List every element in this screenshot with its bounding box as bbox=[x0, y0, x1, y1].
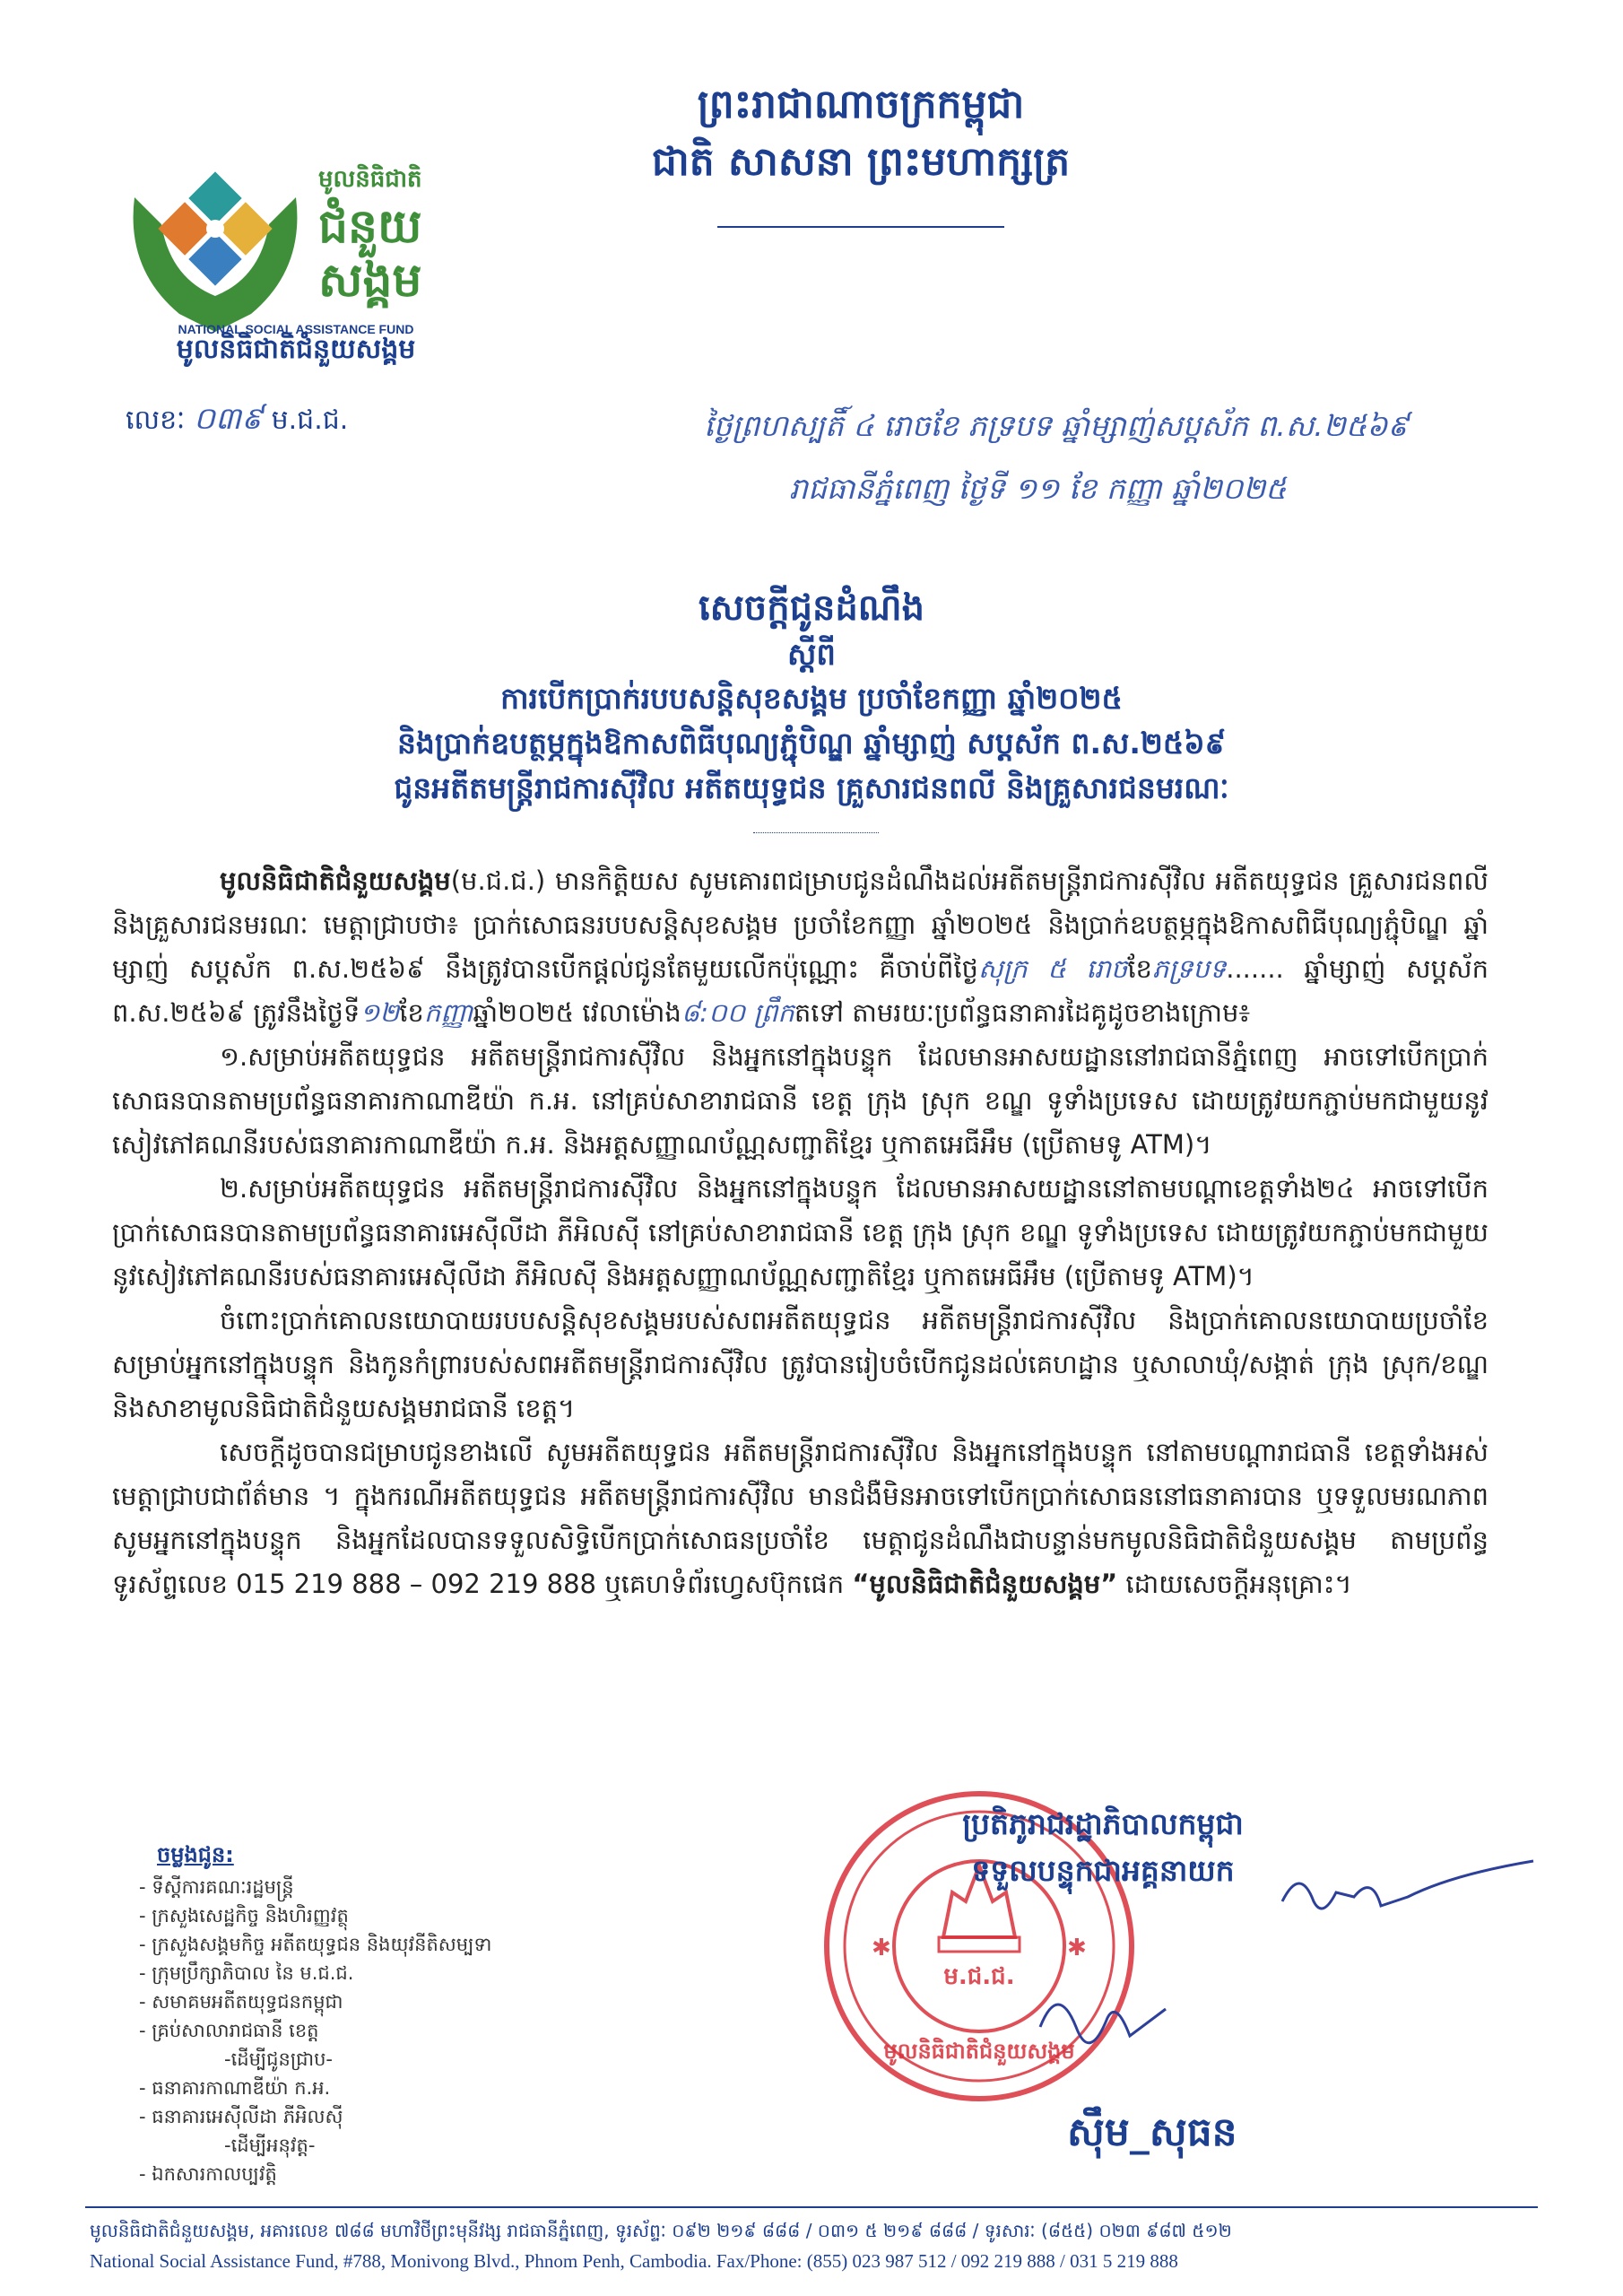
paragraph-1: មូលនិធិជាតិជំនួយសង្គម(ម.ជ.ជ.) មានកិត្តិយស សូមគោរពជម្រាបជូនដំណឹងដល់អតីតមន្ត្រីរាជការស៊ីវិល អតីតយុទ្ធជន គ្រួសារជនពលី និងគ្រួសារជនមរណៈ មេត្តាជ្រាបថា៖ ប្រាក់សោធនរបបសន្តិសុខសង្គម ប្រចាំខែកញ្ញា ឆ្នាំ២០២៥ និងប្រាក់ឧបត្ថម្ភក្នុងឱកាសពិធីបុណ្យភ្ជុំបិណ្ឌ ឆ្នាំម្សាញ់ សប្តស័ក ព.ស.២៥៦៩ នឹងត្រូវបានបើកផ្តល់ជូនតែមួយលើកប៉ុណ្ណោះ គឺចាប់ពីថ្ងៃសុក្រ ៥ រោចខែភទ្របទ....... ឆ្នាំម្សាញ់ សប្តស័ក ព.ស.២៥៦៩ ត្រូវនឹងថ្ងៃទី១២ខែកញ្ញាឆ្នាំ២០២៥ វេលាម៉ោង៨:០០ ព្រឹកតទៅ តាមរយៈប្រព័ន្ធធនាគារដៃគូដូចខាងក្រោម៖ bbox=[112, 865, 1488, 1028]
reference-number bbox=[126, 399, 348, 444]
cc-item-purpose: -ដើម្បីជូនជ្រាប- bbox=[224, 2048, 333, 2070]
kingdom-line-2: ជាតិ សាសនា ព្រះមហាក្សត្រ bbox=[651, 139, 1071, 185]
kingdom-header bbox=[574, 76, 1148, 191]
handwritten-time: ៨:០០ ព្រឹក bbox=[681, 997, 794, 1028]
handwritten-month: ភទ្របទ bbox=[1151, 953, 1227, 984]
document-body bbox=[112, 859, 1488, 1606]
signatory-line-1: ប្រតិភូរាជរដ្ឋាភិបាលកម្ពុជា bbox=[962, 1806, 1244, 1841]
footer bbox=[90, 2215, 1542, 2276]
logo-english-name: NATIONAL SOCIAL ASSISTANCE FUND bbox=[178, 322, 414, 336]
title-divider bbox=[753, 832, 879, 833]
logo-khmer-line-2: ជំនួយ bbox=[318, 200, 422, 254]
cc-item-purpose: -ដើម្បីអនុវត្ត- bbox=[224, 2135, 316, 2156]
cc-title: ចម្លងជូន: bbox=[157, 1842, 234, 1867]
handwritten-date: ១២ bbox=[360, 997, 400, 1028]
lunar-date: ថ្ងៃព្រហស្បតិ៍ ៤ រោចខែ ភទ្របទ ឆ្នាំម្សាញ់សប្តស័ក ព.ស.២៥៦៩ bbox=[704, 408, 1409, 443]
signer-name: ស៊ឹម_សុធន bbox=[1067, 2109, 1237, 2155]
paragraph-3: ២.សម្រាប់អតីតយុទ្ធជន អតីតមន្ត្រីរាជការស៊ីវិល និងអ្នកនៅក្នុងបន្ទុក ដែលមានអាសយដ្ឋាននៅតាមបណ្តាខេត្តទាំង២៤ អាចទៅបើកប្រាក់សោធនបានតាមប្រព័ន្ធធនាគារអេស៊ីលីដា ភីអិលស៊ី នៅគ្រប់សាខារាជធានី ខេត្ត ក្រុង ស្រុក ខណ្ឌ ទូទាំងប្រទេស ដោយត្រូវយកភ្ជាប់មកជាមួយនូវសៀវភៅគណនីរបស់ធនាគារអេស៊ីលីដា ភីអិលស៊ី និងអត្តសញ្ញាណប័ណ្ណសញ្ជាតិខ្មែរ ឬកាតអេធីអឹម (ប្រើតាមទូ ATM)។ bbox=[112, 1173, 1488, 1292]
kingdom-line-1: ព្រះរាជាណាចក្រកម្ពុជា bbox=[697, 82, 1025, 127]
footer-english: National Social Assistance Fund, #788, Monivong Blvd., Phnom Penh, Cambodia. Fax/Phone: (855) 023 987 512 / 092 219 888 / 031 5 219 888 bbox=[90, 2250, 1178, 2272]
paragraph-5: សេចក្តីដូចបានជម្រាបជូនខាងលើ សូមអតីតយុទ្ធជន អតីតមន្ត្រីរាជការស៊ីវិល និងអ្នកនៅក្នុងបន្ទុក នៅតាមបណ្តារាជធានី ខេត្តទាំងអស់ មេត្តាជ្រាបជាព័ត៌មាន ។ ក្នុងករណីអតីតយុទ្ធជន អតីតមន្ត្រីរាជការស៊ីវិល មានជំងឺមិនអាចទៅបើកប្រាក់សោធននៅធនាគារបាន ឬទទួលមរណភាព សូមអ្នកនៅក្នុងបន្ទុក និងអ្នកដែលបានទទួលសិទ្ធិបើកប្រាក់សោធនប្រចាំខែ មេត្តាជូនដំណឹងជាបន្ទាន់មកមូលនិធិជាតិជំនួយសង្គម តាមប្រព័ន្ធទូរស័ព្ទលេខ 015 219 888 – 092 219 888 ឬគេហទំព័រហ្វេសប៊ុកផេក “មូលនិធិជាតិជំនួយសង្គម” ដោយសេចក្តីអនុគ្រោះ។ bbox=[112, 1437, 1488, 1599]
cc-item: - ធនាគារកាណាឌីយ៉ា ក.អ. bbox=[139, 2077, 331, 2099]
fund-logo bbox=[117, 144, 475, 350]
cc-item: - ក្រុមប្រឹក្សាភិបាល នៃ ម.ជ.ជ. bbox=[139, 1962, 354, 1984]
ref-suffix: ម.ជ.ជ. bbox=[271, 404, 349, 436]
title-line-1: ការបើកប្រាក់របបសន្តិសុខសង្គម ប្រចាំខែកញ្ញា ឆ្នាំ២០២៥ bbox=[500, 681, 1123, 716]
footer-divider bbox=[85, 2206, 1538, 2208]
signatory-line-2: ទទួលបន្ទុកជាអគ្គនាយក bbox=[971, 1853, 1235, 1888]
ref-label: លេខៈ bbox=[126, 404, 186, 436]
logo-khmer-line-1: មូលនិធិជាតិ bbox=[318, 166, 422, 193]
handwritten-month-2: កញ្ញា bbox=[423, 997, 473, 1028]
kingdom-divider bbox=[717, 226, 1004, 228]
handwritten-day: សុក្រ ៥ រោច bbox=[977, 953, 1128, 984]
paragraph-2: ១.សម្រាប់អតីតយុទ្ធជន អតីតមន្ត្រីរាជការស៊ីវិល និងអ្នកនៅក្នុងបន្ទុក ដែលមានអាសយដ្ឋាននៅរាជធានីភ្នំពេញ អាចទៅបើកប្រាក់សោធនបានតាមប្រព័ន្ធធនាគារកាណាឌីយ៉ា ក.អ. នៅគ្រប់សាខារាជធានី ខេត្ត ក្រុង ស្រុក ខណ្ឌ ទូទាំងប្រទេស ដោយត្រូវយកភ្ជាប់មកជាមួយនូវសៀវភៅគណនីរបស់ធនាគារកាណាឌីយ៉ា ក.អ. និងអត្តសញ្ញាណប័ណ្ណសញ្ជាតិខ្មែរ ឬកាតអេធីអឹម (ប្រើតាមទូ ATM)។ bbox=[112, 1041, 1488, 1160]
cc-item: - សមាគមអតីតយុទ្ធជនកម្ពុជា bbox=[139, 1991, 343, 2013]
handwritten-signature bbox=[1004, 1973, 1524, 2081]
solar-date: រាជធានីភ្នំពេញ ថ្ងៃទី ១១ ខែ កញ្ញា ឆ្នាំ២០២៥ bbox=[789, 471, 1287, 506]
ref-number-handwritten: ០៣៩ bbox=[193, 401, 264, 437]
handwritten-initials bbox=[1273, 1857, 1542, 1928]
title-main: សេចក្តីជូនដំណឹង bbox=[699, 587, 924, 629]
title-subject-label: ស្តីពី bbox=[787, 637, 836, 673]
cc-item: - ធនាគារអេស៊ីលីដា ភីអិលស៊ី bbox=[139, 2106, 343, 2127]
cc-item: - ក្រសួងសេដ្ឋកិច្ច និងហិរញ្ញវត្ថុ bbox=[139, 1905, 349, 1926]
title-line-2: និងប្រាក់ឧបត្ថម្ភក្នុងឱកាសពិធីបុណ្យភ្ជុំបិណ្ឌ ឆ្នាំម្សាញ់ សប្តស័ក ព.ស.២៥៦៩ bbox=[396, 726, 1227, 761]
fund-name: មូលនិធិជាតិជំនួយសង្គម bbox=[176, 334, 416, 365]
document-title bbox=[233, 583, 1390, 811]
seal-ring-text: មូលនិធិជាតិជំនួយសង្គម bbox=[883, 2039, 1075, 2064]
seal-center-text: ម.ជ.ជ. bbox=[943, 1963, 1015, 1990]
star-icon: ✱ bbox=[872, 1935, 891, 1961]
cc-item: - ក្រសួងសង្គមកិច្ច អតីតយុទ្ធជន និងយុវនីតិសម្បទា bbox=[139, 1934, 492, 1955]
cc-item: - ទីស្តីការគណៈរដ្ឋមន្ត្រី bbox=[139, 1876, 294, 1898]
logo-khmer-line-3: សង្គម bbox=[318, 254, 422, 308]
cc-item: - គ្រប់សាលារាជធានី ខេត្ត bbox=[139, 2020, 319, 2041]
copy-to-list bbox=[139, 1840, 641, 2188]
title-line-3: ជូនអតីតមន្ត្រីរាជការស៊ីវិល អតីតយុទ្ធជន គ្រួសារជនពលី និងគ្រួសារជនមរណៈ bbox=[394, 770, 1229, 805]
cc-item: - ឯកសារកាលប្បវត្តិ bbox=[139, 2163, 277, 2185]
footer-khmer: មូលនិធិជាតិជំនួយសង្គម, អគារលេខ ៧៨៨ មហាវិថីព្រះមុនីវង្ស រាជធានីភ្នំពេញ, ទូរស័ព្ទៈ ០៩២ ២១៩ ៨៨៨ / ០៣១ ៥ ២១៩ ៨៨៨ / ទូរសារៈ (៨៥៥) ០២៣ ៩៨៧ ៥១២ bbox=[90, 2220, 1232, 2241]
paragraph-4: ចំពោះប្រាក់គោលនយោបាយរបបសន្តិសុខសង្គមរបស់សពអតីតយុទ្ធជន អតីតមន្ត្រីរាជការស៊ីវិល និងប្រាក់គោលនយោបាយប្រចាំខែសម្រាប់អ្នកនៅក្នុងបន្ទុក និងកូនកំព្រារបស់សពអតីតមន្ត្រីរាជការស៊ីវិល ត្រូវបានរៀបចំបើកជូនដល់គេហដ្ឋាន ឬសាលាឃុំ/សង្កាត់ ក្រុង ស្រុក/ខណ្ឌ និងសាខាមូលនិធិជាតិជំនួយសង្គមរាជធានី ខេត្ត។ bbox=[112, 1305, 1488, 1423]
star-icon: ✱ bbox=[1067, 1935, 1087, 1961]
facebook-page-name: “មូលនិធិជាតិជំនួយសង្គម” bbox=[852, 1569, 1118, 1599]
